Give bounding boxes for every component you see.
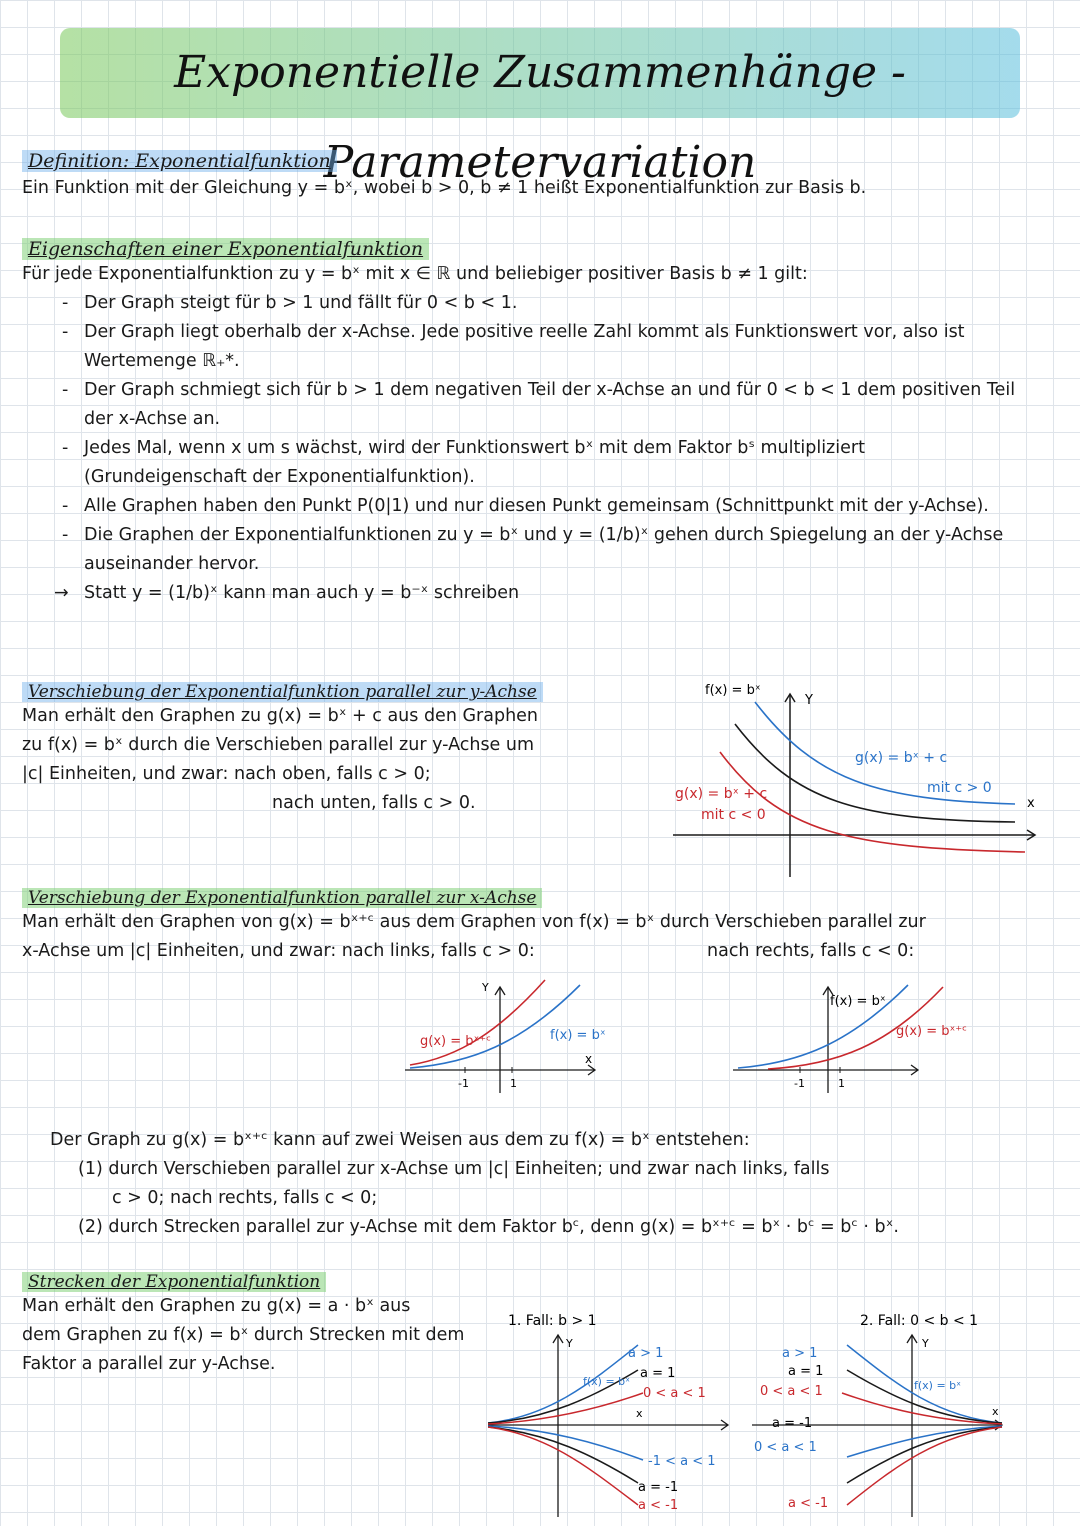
f-label: f(x) = bˣ [705, 683, 761, 698]
g-label: g(x) = bˣ⁺ᶜ [420, 1034, 491, 1049]
two-ways-intro: Der Graph zu g(x) = bˣ⁺ᶜ kann auf zwei Weisen aus dem zu f(x) = bˣ entstehen: [50, 1130, 750, 1150]
g-label: g(x) = bˣ⁺ᶜ [896, 1024, 967, 1039]
shift-x-line2-right: nach rechts, falls c < 0: [707, 941, 915, 961]
stretch-graph-case1 [488, 1305, 743, 1520]
case2-x-axis: x [992, 1405, 999, 1418]
page-title: Exponentielle Zusammenhänge - Parametervariation [60, 28, 1020, 118]
y-axis-label: Y [482, 981, 489, 994]
shift-x-graph-left [400, 975, 640, 1095]
case2-title: 2. Fall: 0 < b < 1 [860, 1313, 979, 1329]
case1-label-1: a = 1 [640, 1366, 676, 1381]
case1-f-label: f(x) = bˣ [583, 1375, 631, 1388]
properties-heading: Eigenschaften einer Exponentialfunktion [22, 238, 429, 260]
tick-neg: -1 [794, 1077, 805, 1090]
g-neg-cond: mit c < 0 [701, 807, 766, 823]
shift-x-heading: Verschiebung der Exponentialfunktion parallel zur x-Achse [22, 888, 542, 908]
curve-a-lt-neg-1 [488, 1427, 638, 1505]
list-item: - Jedes Mal, wenn x um s wächst, wird der Funktionswert bˣ mit dem Faktor bˢ multipliziert (Grundeigenschaft der Exponentialfunktion). [22, 434, 1022, 492]
arrow-note: → Statt y = (1/b)ˣ kann man auch y = b⁻ˣ schreiben [22, 579, 1022, 608]
list-item: - Alle Graphen haben den Punkt P(0|1) und nur diesen Punkt gemeinsam (Schnittpunkt mit der y-Achse). [22, 492, 1022, 521]
shift-y-line4: nach unten, falls c > 0. [272, 793, 476, 813]
case1-label-4: a = -1 [638, 1480, 679, 1495]
case2-label-0: a > 1 [782, 1346, 818, 1361]
shift-y-line1: Man erhält den Graphen zu g(x) = bˣ + c aus den Graphen [22, 706, 539, 726]
g-curve [410, 980, 545, 1065]
stretch-graph-case2 [752, 1305, 1007, 1520]
list-item: - Der Graph schmiegt sich für b > 1 dem negativen Teil der x-Achse an und für 0 < b < 1 dem positiven Teil der x-Achse an. [22, 376, 1022, 434]
properties-list [22, 289, 1022, 608]
two-ways-section [50, 1126, 1060, 1242]
case1-label-2: 0 < a < 1 [643, 1386, 706, 1401]
tick-pos: 1 [838, 1077, 845, 1090]
case1-label-3: -1 < a < 1 [648, 1454, 716, 1469]
g-pos-cond: mit c > 0 [927, 780, 992, 796]
shift-y-line3: |c| Einheiten, und zwar: nach oben, falls c > 0; [22, 764, 431, 784]
shift-y-heading: Verschiebung der Exponentialfunktion parallel zur y-Achse [22, 682, 543, 702]
tick-pos: 1 [510, 1077, 517, 1090]
shift-x-graph-right [728, 975, 988, 1095]
shift-x-section [22, 888, 1062, 966]
shift-x-line1: Man erhält den Graphen von g(x) = bˣ⁺ᶜ aus dem Graphen von f(x) = bˣ durch Verschieben parallel zur [22, 912, 926, 932]
case2-label-5: a < -1 [788, 1496, 829, 1511]
shift-y-graph [665, 672, 1045, 882]
list-item: - Der Graph steigt für b > 1 und fällt für 0 < b < 1. [22, 289, 1022, 318]
stretch-section [22, 1272, 492, 1379]
g-neg-label: g(x) = bˣ + c [675, 786, 768, 802]
stretch-line3: Faktor a parallel zur y-Achse. [22, 1354, 276, 1374]
properties-intro: Für jede Exponentialfunktion zu y = bˣ mit x ∈ ℝ und beliebiger positiver Basis b ≠ 1 gilt: [22, 264, 808, 284]
case2-label-2: 0 < a < 1 [760, 1384, 823, 1399]
x-axis-label: x [1027, 796, 1035, 811]
list-item: - Die Graphen der Exponentialfunktionen zu y = bˣ und y = (1/b)ˣ gehen durch Spiegelung an der y-Achse auseinander hervor. [22, 521, 1022, 579]
list-item: - Der Graph liegt oberhalb der x-Achse. Jede positive reelle Zahl kommt als Funktionswert vor, also ist Wertemenge ℝ₊*. [22, 318, 1022, 376]
f-label: f(x) = bˣ [830, 994, 886, 1009]
f-label: f(x) = bˣ [550, 1028, 606, 1043]
x-axis-label: x [585, 1052, 593, 1066]
shift-y-section [22, 682, 662, 818]
definition-section [22, 150, 866, 203]
tick-neg: -1 [458, 1077, 469, 1090]
shift-x-line2: x-Achse um |c| Einheiten, und zwar: nach links, falls c > 0: [22, 941, 535, 961]
shift-y-line2: zu f(x) = bˣ durch die Verschieben parallel zur y-Achse um [22, 735, 535, 755]
case2-label-1: a = 1 [788, 1364, 824, 1379]
case1-title: 1. Fall: b > 1 [508, 1313, 597, 1329]
definition-text: Ein Funktion mit der Gleichung y = bˣ, wobei b > 0, b ≠ 1 heißt Exponentialfunktion zur Basis b. [22, 178, 867, 198]
stretch-line1: Man erhält den Graphen zu g(x) = a · bˣ aus [22, 1296, 411, 1316]
g-pos-label: g(x) = bˣ + c [855, 750, 948, 766]
two-ways-item2: (2) durch Strecken parallel zur y-Achse mit dem Faktor bᶜ, denn g(x) = bˣ⁺ᶜ = bˣ · bᶜ = bᶜ · bˣ. [78, 1217, 899, 1237]
case1-label-0: a > 1 [628, 1346, 664, 1361]
case2-f-label: f(x) = bˣ [914, 1379, 962, 1392]
stretch-line2: dem Graphen zu f(x) = bˣ durch Strecken mit dem [22, 1325, 465, 1345]
properties-section [22, 238, 1022, 608]
case1-x-axis: x [636, 1407, 643, 1420]
y-axis-label: Y [805, 693, 813, 708]
case2-y-axis: Y [922, 1337, 929, 1350]
two-ways-item1-b: c > 0; nach rechts, falls c < 0; [112, 1188, 378, 1208]
case2-label-3: a = -1 [772, 1416, 813, 1431]
case1-y-axis: Y [566, 1337, 573, 1350]
two-ways-item1-a: (1) durch Verschieben parallel zur x-Achse um |c| Einheiten; und zwar nach links, falls [78, 1159, 830, 1179]
definition-heading: Definition: Exponentialfunktion [22, 150, 337, 172]
stretch-heading: Strecken der Exponentialfunktion [22, 1272, 326, 1292]
case2-label-4: 0 < a < 1 [754, 1440, 817, 1455]
case1-label-5: a < -1 [638, 1498, 679, 1513]
